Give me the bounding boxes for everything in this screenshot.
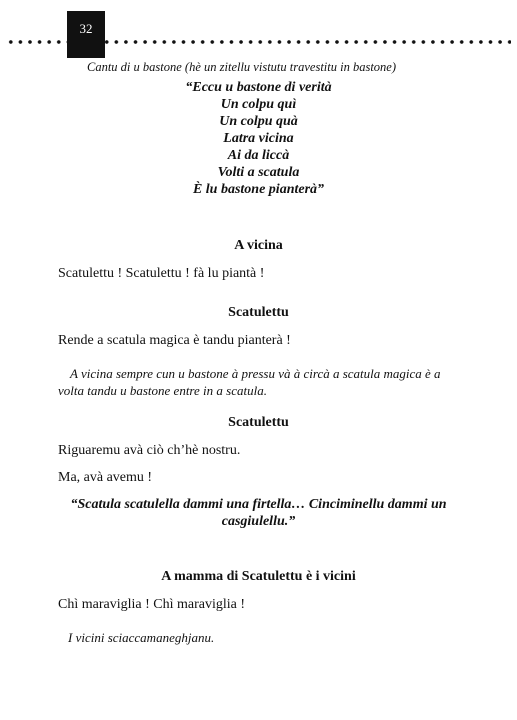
verse-line-3: Un colpu quà	[219, 114, 298, 129]
stage-direction-1: A vicina sempre cun u bastone à pressu và à circà a scatula magica è a	[70, 366, 441, 381]
quote-line-2: casgiulellu.”	[221, 514, 296, 529]
page-number: 32	[79, 21, 93, 36]
dialogue-line-3: Riguaremu avà ciò ch’hè nostru.	[58, 443, 241, 458]
dialogue-line-1: Scatulettu ! Scatulettu ! fà lu piantà !	[58, 266, 265, 281]
verse-line-2: Un colpu quì	[220, 97, 297, 112]
stage-direction-1b: volta tandu u bastone entre in a scatula.	[58, 383, 267, 398]
dialogue-line-5: Chì maraviglia ! Chì maraviglia !	[58, 597, 246, 612]
dialogue-line-4: Ma, avà avemu !	[58, 470, 153, 485]
verse-line-6: Volti a scatula	[217, 165, 300, 180]
verse-line-5: Ai da liccà	[227, 148, 290, 163]
verse-line-4: Latra vicina	[223, 131, 294, 146]
speaker-heading-4: A mamma di Scatulettu è i vicini	[161, 569, 356, 584]
verse-line-7: È lu bastone pianterà”	[192, 182, 325, 197]
verse-line-1: “Eccu u bastone di verità	[185, 80, 332, 95]
quote-line-1: “Scatula scatulella dammi una firtella… Cinciminellu dammi un	[70, 497, 447, 512]
speaker-heading-1: A vicina	[234, 238, 283, 253]
dialogue-line-2: Rende a scatula magica è tandu pianterà !	[58, 333, 291, 348]
page-number-box	[67, 11, 105, 58]
speaker-heading-2: Scatulettu	[228, 305, 289, 320]
intro-stage-direction: Cantu di u bastone (hè un zitellu vistutu travestitu in bastone)	[87, 60, 397, 74]
stage-direction-2: I vicini sciaccamaneghjanu.	[68, 630, 215, 645]
speaker-heading-3: Scatulettu	[228, 415, 289, 430]
